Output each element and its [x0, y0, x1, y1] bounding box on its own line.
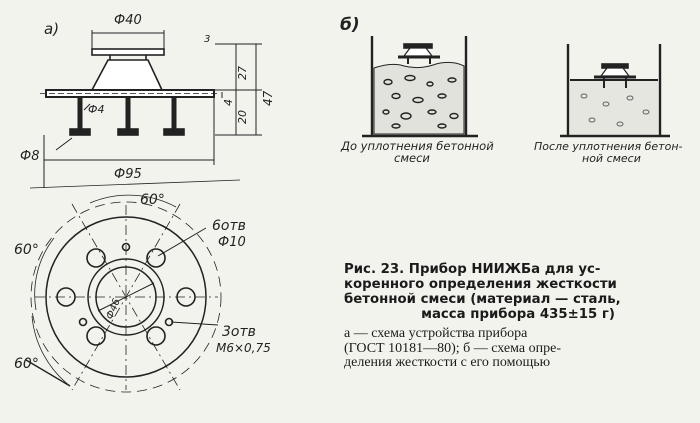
caption-legend-line-3: деления жесткости с его помощью: [344, 355, 551, 370]
figure-caption: [344, 262, 692, 371]
panel-b-right-caption-2: ной смеси: [582, 152, 641, 165]
caption-legend: [344, 327, 692, 371]
caption-title-line-3: бетонной смеси (материал — сталь,: [344, 292, 621, 307]
angle-left: 60°: [14, 242, 39, 258]
top-disk: [92, 49, 164, 55]
angle-top: 60°: [140, 192, 165, 208]
container-before: [362, 36, 478, 136]
dim-height-4: 4: [222, 99, 235, 106]
rod-support: [92, 60, 162, 90]
caption-title-line-1: Рис. 23. Прибор НИИЖБа для ус-: [344, 262, 601, 277]
panel-a-label: а): [44, 20, 60, 38]
device-side-view: [30, 30, 262, 188]
angle-bottom: 60°: [14, 356, 39, 372]
dim-ring-diameter: Ф46: [104, 297, 123, 322]
device-top-view: [26, 195, 221, 392]
dim-height-27: 27: [236, 66, 249, 80]
holes-size-1: Ф10: [218, 235, 246, 250]
container-after: [560, 44, 670, 136]
dim-rod-label: Ф4: [88, 103, 105, 116]
dim-height-20: 20: [236, 110, 249, 124]
dim-small-mark: 3: [204, 34, 211, 45]
panel-b-right-caption-1: После уплотнения бетон-: [534, 140, 683, 153]
panel-b-label: б): [340, 15, 360, 35]
caption-title: [344, 262, 692, 322]
holes-count-1: 6отв: [212, 218, 246, 234]
dim-base-diameter: Ф95: [114, 167, 142, 182]
holes-count-2: 3отв: [222, 324, 256, 340]
dim-top-diameter: Ф40: [114, 13, 142, 28]
caption-legend-line-2: (ГОСТ 10181—80); б — схема опре-: [344, 340, 561, 356]
dim-leg-diameter: Ф8: [20, 149, 40, 164]
panel-b-left-caption-2: смеси: [394, 151, 430, 165]
caption-legend-line-1: а — схема устройства прибора: [344, 326, 528, 341]
caption-title-line-4: масса прибора 435±15 г): [421, 307, 615, 322]
dim-height-47: 47: [261, 90, 275, 106]
panel-b-left-caption-1: До уплотнения бетонной: [341, 139, 494, 153]
caption-title-line-2: коренного определения жесткости: [344, 277, 617, 292]
holes-size-2: М6×0,75: [216, 341, 271, 355]
